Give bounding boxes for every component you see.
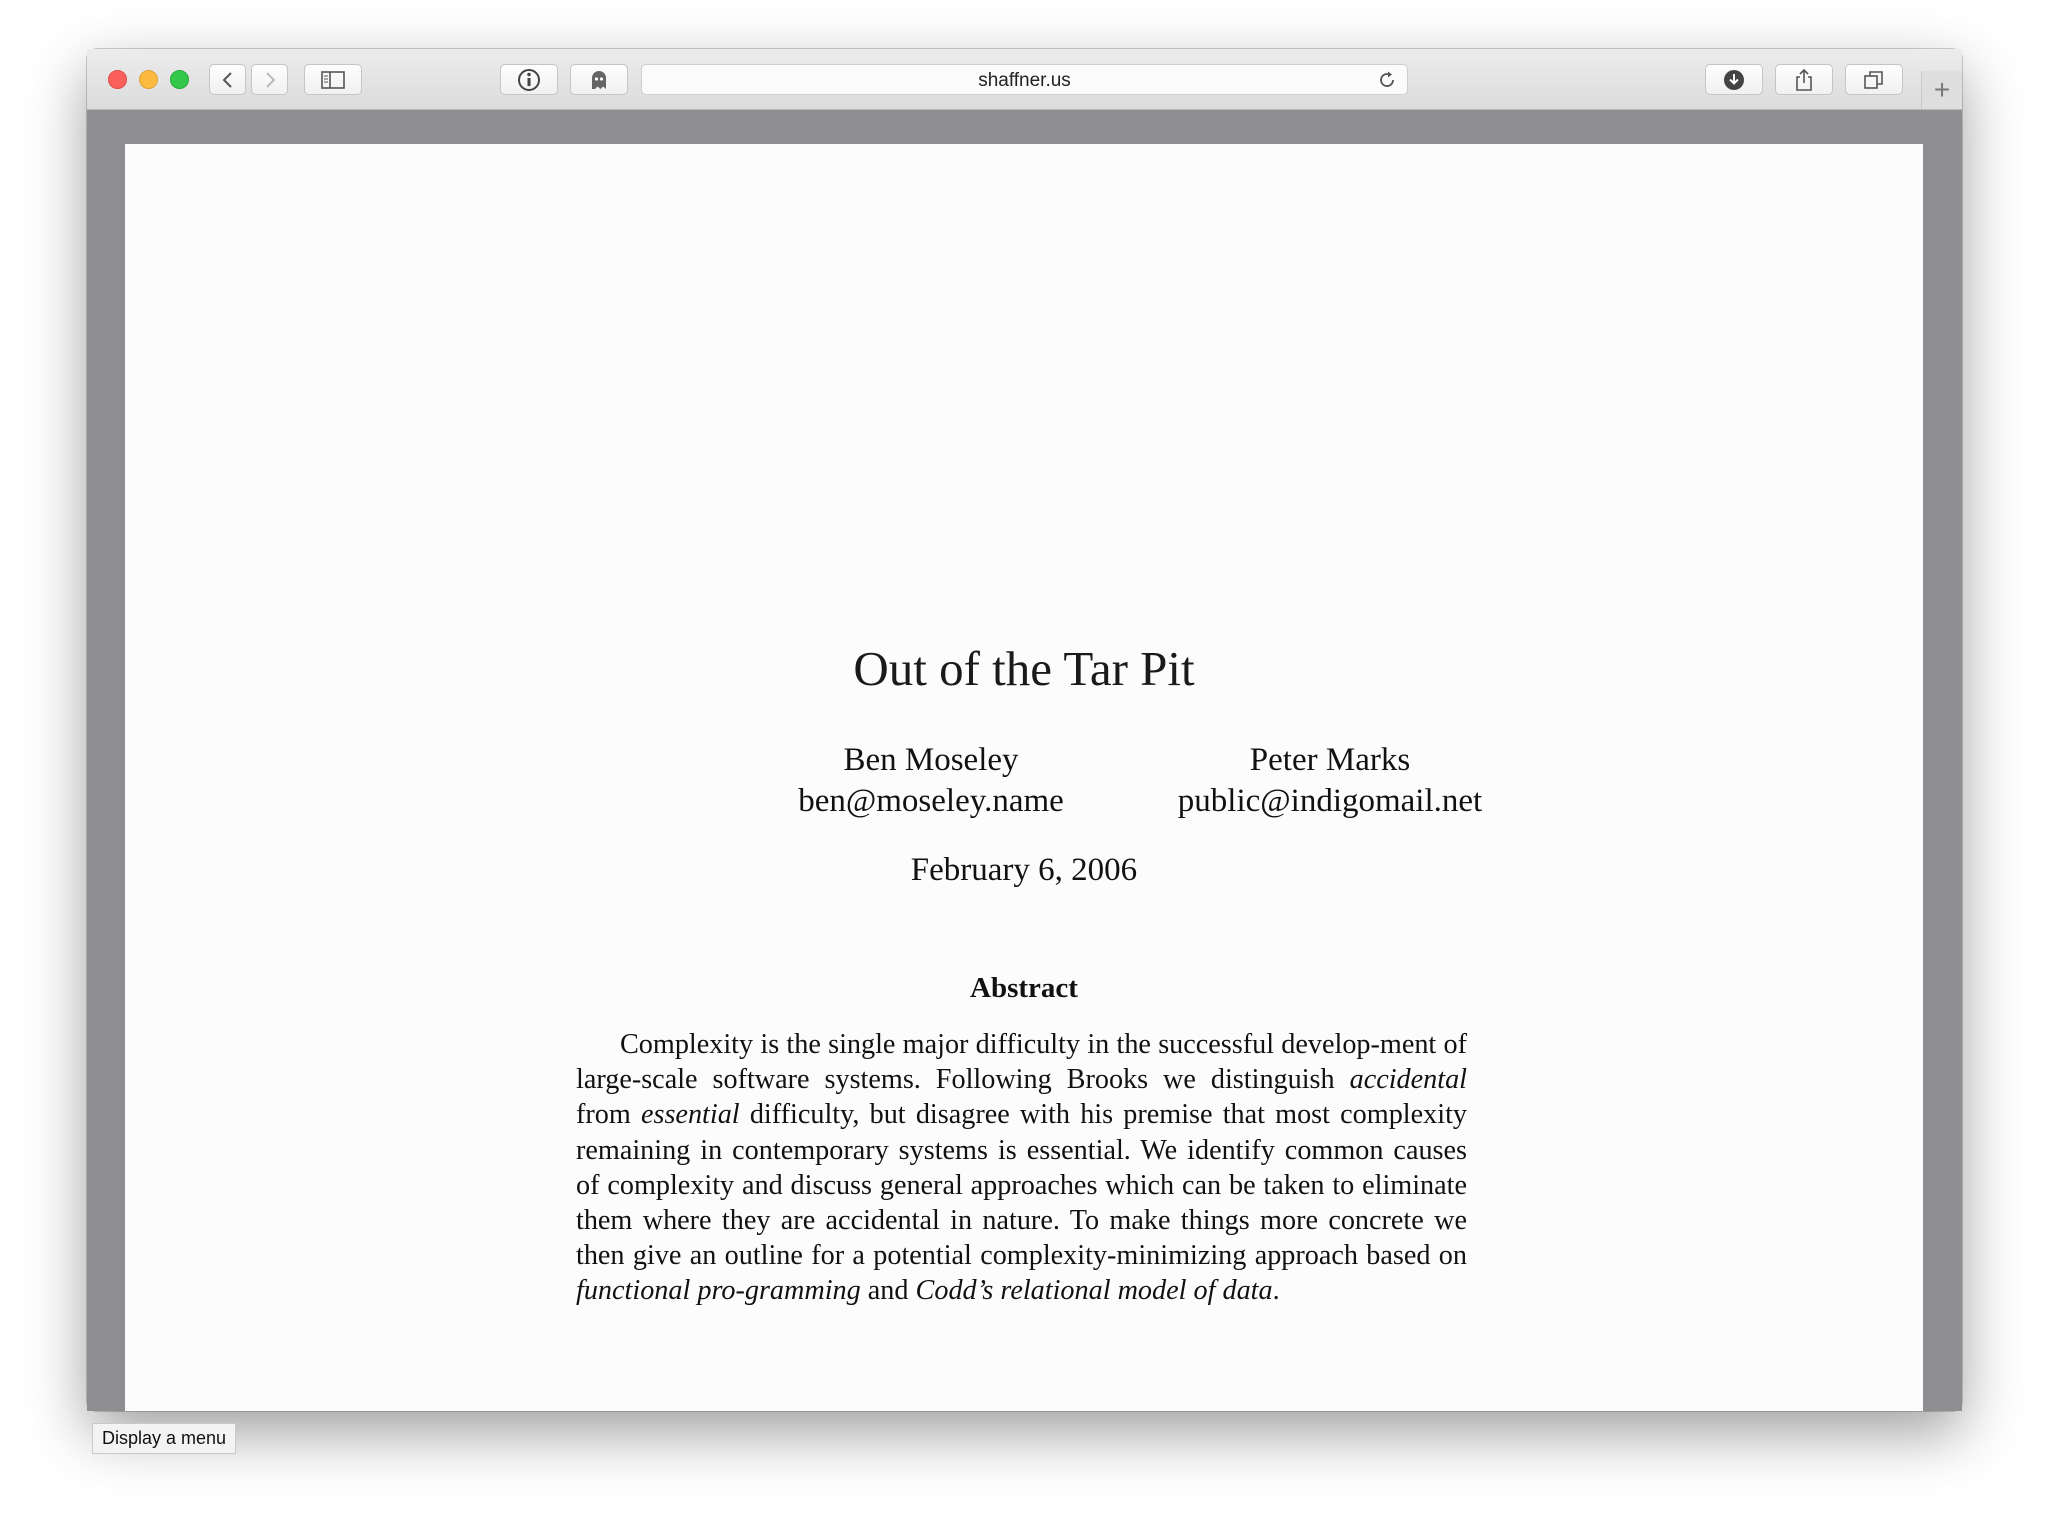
browser-window: [87, 49, 1962, 1448]
share-button[interactable]: [1775, 64, 1833, 95]
author-email: public@indigomail.net: [1177, 783, 1483, 819]
downloads-button[interactable]: [1705, 64, 1763, 95]
ghost-icon: [589, 69, 609, 91]
close-window-button[interactable]: [108, 70, 127, 89]
share-icon: [1794, 68, 1814, 92]
abstract-emphasis: accidental: [1349, 1064, 1467, 1096]
download-icon: [1723, 69, 1745, 91]
pdf-page: [125, 144, 1923, 1411]
chevron-right-icon: [263, 71, 277, 89]
reload-button[interactable]: [1377, 70, 1397, 95]
paper-date: February 6, 2006: [910, 852, 1138, 888]
abstract-text-part: .: [1272, 1275, 1280, 1307]
sidebar-toggle-button[interactable]: [304, 64, 362, 95]
abstract-text-part: Complexity is the single major difficulty in the successful develop-ment of large-scale software systems. Following Brooks we distinguish: [576, 1029, 1467, 1096]
paper-title: Out of the Tar Pit: [853, 641, 1195, 696]
plus-icon: +: [1933, 74, 1951, 105]
abstract-emphasis: essential: [640, 1099, 740, 1131]
chevron-left-icon: [221, 71, 235, 89]
author-name: Peter Marks: [1249, 742, 1411, 778]
show-tabs-button[interactable]: [1845, 64, 1903, 95]
author-name: Ben Moseley: [843, 742, 1019, 778]
info-icon: [517, 68, 541, 92]
author-block: [1120, 740, 1540, 822]
info-button[interactable]: [500, 64, 558, 95]
abstract-text: [576, 1027, 1467, 1309]
zoom-window-button[interactable]: [170, 70, 189, 89]
tabs-icon: [1863, 69, 1885, 91]
address-url: shaffner.us: [978, 70, 1071, 91]
reload-icon: [1377, 70, 1397, 90]
browser-toolbar: [87, 49, 1962, 110]
pdf-viewer[interactable]: [87, 110, 1962, 1448]
address-bar[interactable]: [641, 64, 1408, 95]
author-email: ben@moseley.name: [798, 783, 1064, 819]
abstract-heading: Abstract: [970, 972, 1078, 1004]
abstract-text-part: difficulty, but disagree with his premise that most complexity remaining in contemporary systems is essential. We identify common causes of complexity and discuss general approaches which can be taken to eliminate them where they are accidental in nature. To make things more concrete we then give an outline for a potential complexity-minimizing approach based on: [576, 1099, 1467, 1272]
extension-button[interactable]: [570, 64, 628, 95]
abstract-text-part: and: [860, 1275, 916, 1307]
abstract-emphasis: functional pro-gramming: [576, 1275, 861, 1307]
forward-button[interactable]: [251, 64, 288, 95]
abstract-text-part: from: [576, 1099, 641, 1131]
author-block: [721, 740, 1141, 822]
back-button[interactable]: [209, 64, 246, 95]
new-tab-button[interactable]: [1921, 71, 1962, 109]
menu-tooltip: Display a menu: [92, 1423, 236, 1454]
abstract-emphasis: Codd’s relational model of data: [915, 1275, 1273, 1307]
sidebar-icon: [321, 71, 345, 89]
minimize-window-button[interactable]: [139, 70, 158, 89]
